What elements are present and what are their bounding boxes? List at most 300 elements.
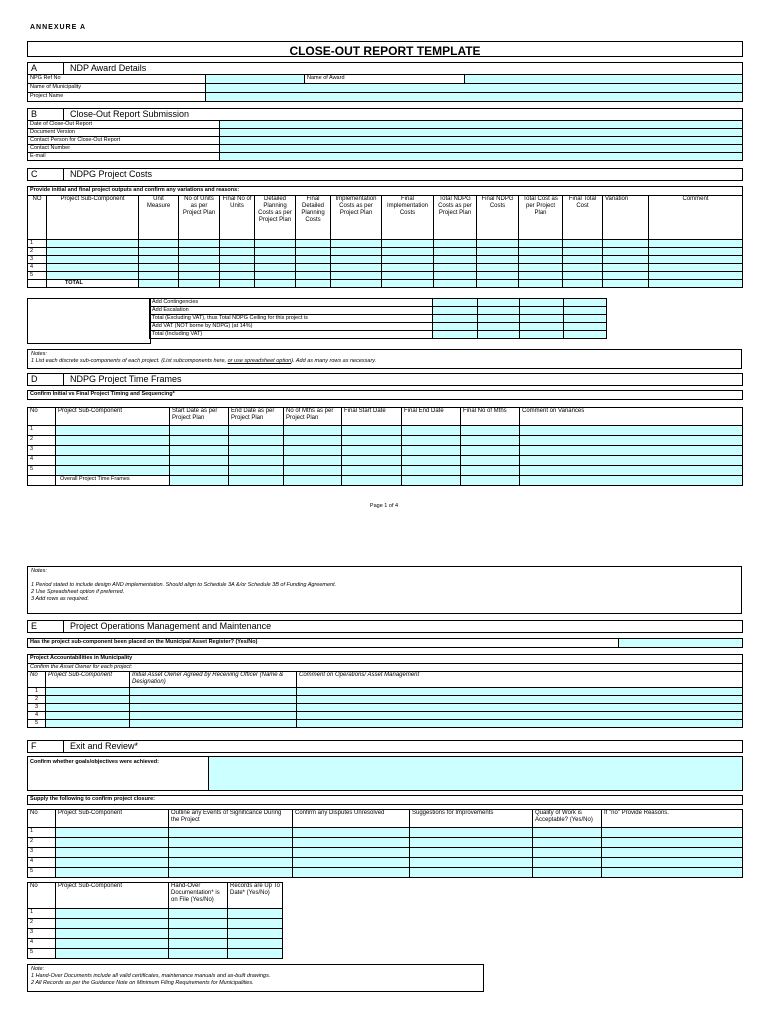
cell[interactable] [434,248,477,256]
cell[interactable] [433,315,478,323]
section-title: NDPG Project Time Frames [70,374,182,384]
b-row-input[interactable] [220,153,743,161]
cell[interactable] [434,272,477,280]
cell[interactable] [179,248,220,256]
b-row-input[interactable] [220,145,743,153]
cell[interactable] [520,446,743,456]
cell[interactable] [220,248,255,256]
note-line: 1 Hand-Over Documents include all valid certificates, maintenance manuals and as-built drawings. [31,973,271,979]
cell[interactable] [284,466,342,476]
cell[interactable] [602,838,743,848]
section-c-header [27,168,743,181]
cell[interactable] [296,256,331,264]
col-header: No [28,408,56,426]
cell[interactable] [56,949,169,959]
cell[interactable] [402,436,461,446]
notes-title: Notes: [31,568,47,574]
cell[interactable] [603,280,649,288]
cell[interactable] [56,446,170,456]
row-number: 1 [28,688,46,696]
cell[interactable] [649,248,743,256]
col-header: Unit Measure [139,196,179,240]
row-number: 2 [28,696,46,704]
cell[interactable] [533,828,602,838]
row-number: 1 [28,828,56,838]
asset-answer[interactable] [619,639,743,648]
cell[interactable] [478,299,520,307]
cell[interactable] [229,456,284,466]
title-box [27,41,743,57]
cell [28,280,47,288]
cell[interactable] [139,240,179,248]
cell[interactable] [284,446,342,456]
cell[interactable] [130,720,297,728]
cell[interactable] [478,323,520,331]
cell[interactable] [56,436,170,446]
add-label: Total (Excluding VAT), thus Total NDPG Ceiling for this project is [150,315,433,323]
cell[interactable] [461,466,520,476]
cell[interactable] [139,272,179,280]
row-number: 2 [28,919,56,929]
ref-input[interactable] [206,75,305,84]
accountabilities-label: Project Accountabilities in Municipality [27,654,743,664]
cell[interactable] [169,939,228,949]
cell[interactable] [342,476,402,486]
cell[interactable] [46,696,130,704]
cell[interactable] [477,272,519,280]
asset-question: Has the project sub-component been placed on the Municipal Asset Register? (Yes/No) [28,639,619,648]
cell[interactable] [56,426,170,436]
cell[interactable] [520,426,743,436]
cell[interactable] [56,456,170,466]
cell[interactable] [410,868,533,878]
cell[interactable] [477,248,519,256]
cell[interactable] [563,256,603,264]
cost-table [27,195,743,288]
cell[interactable] [220,264,255,272]
cell[interactable] [519,280,563,288]
row-number: 2 [28,436,56,446]
col-header: No [28,672,46,688]
cell[interactable] [255,272,296,280]
b-row-input[interactable] [220,129,743,137]
cell[interactable] [56,919,169,929]
cell[interactable] [331,240,382,248]
cell[interactable] [293,838,410,848]
cell[interactable] [169,909,228,919]
cell[interactable] [520,307,564,315]
row-number: 5 [28,720,46,728]
cell[interactable] [130,704,297,712]
col-header: Variation [603,196,649,240]
cell[interactable] [47,264,139,272]
cell[interactable] [382,272,434,280]
cell[interactable] [603,240,649,248]
cell[interactable] [520,299,564,307]
cell[interactable] [533,838,602,848]
cell[interactable] [179,280,220,288]
cell[interactable] [228,939,283,949]
cell[interactable] [297,704,743,712]
cell[interactable] [402,426,461,436]
cell[interactable] [179,272,220,280]
b-row-label: Date of Close-Out Report [28,121,220,129]
cell[interactable] [46,712,130,720]
cell[interactable] [179,256,220,264]
cell[interactable] [220,280,255,288]
cell[interactable] [564,307,607,315]
cell[interactable] [331,264,382,272]
row-number: 4 [28,264,47,272]
cell[interactable] [603,256,649,264]
cell[interactable] [603,248,649,256]
cell[interactable] [602,858,743,868]
cell[interactable] [461,436,520,446]
col-header: Confirm any Disputes Unresolved [293,810,410,828]
cell[interactable] [520,331,564,339]
cell[interactable] [410,848,533,858]
cell[interactable] [56,838,169,848]
row-number: 2 [28,248,47,256]
cell[interactable] [170,426,229,436]
cell[interactable] [649,240,743,248]
cell [28,476,56,486]
cell[interactable] [293,848,410,858]
cell[interactable] [461,476,520,486]
cell[interactable] [382,240,434,248]
cell[interactable] [478,307,520,315]
col-header: Final No of Units [220,196,255,240]
cell[interactable] [255,248,296,256]
overall-label: Overall Project Time Frames [56,476,170,486]
section-letter: E [28,621,64,632]
cell[interactable] [46,720,130,728]
cell[interactable] [179,264,220,272]
cell[interactable] [170,476,229,486]
col-header: Project Sub-Component [46,672,130,688]
col-header: Hand-Over Documentation* is on File (Yes/No) [169,883,228,909]
cell[interactable] [477,256,519,264]
section-letter: F [28,741,64,752]
cell[interactable] [169,929,228,939]
cell[interactable] [382,256,434,264]
cell[interactable] [255,280,296,288]
cell[interactable] [477,264,519,272]
cell[interactable] [56,929,169,939]
note-text: 1 List each discrete sub-components of each project. (List subcomponents here, [31,358,228,364]
cell[interactable] [519,240,563,248]
note-link[interactable]: or use spreadsheet option [227,358,292,364]
notes-d [27,566,742,614]
cell[interactable] [169,868,293,878]
col-header: No [28,883,56,909]
cell[interactable] [130,696,297,704]
cell[interactable] [434,280,477,288]
cell[interactable] [139,248,179,256]
cell[interactable] [56,868,169,878]
cell[interactable] [296,280,331,288]
cell[interactable] [602,848,743,858]
cell[interactable] [139,256,179,264]
b-row-label: Document Version [28,129,220,137]
cell[interactable] [331,256,382,264]
cell[interactable] [220,240,255,248]
cell[interactable] [433,323,478,331]
cell[interactable] [169,919,228,929]
cell[interactable] [520,456,743,466]
cell[interactable] [519,256,563,264]
section-letter: A [28,63,64,74]
cell[interactable] [410,838,533,848]
note-text: ). Add as many rows as necessary. [291,358,377,364]
cell[interactable] [228,929,283,939]
muni-input[interactable] [206,84,743,93]
cell[interactable] [255,240,296,248]
page-number: Page 1 of 4 [369,503,399,509]
cell[interactable] [410,858,533,868]
cell[interactable] [46,688,130,696]
notes-title: Notes: [31,351,47,357]
cell[interactable] [382,280,434,288]
col-header: Project Sub-Component [47,196,139,240]
col-header: Final No of Mths [461,408,520,426]
section-letter: C [28,169,64,180]
confirm-owner: Confirm the Asset Owner for each project: [28,664,743,672]
cell[interactable] [331,280,382,288]
cell[interactable] [229,426,284,436]
cell[interactable] [297,688,743,696]
cell[interactable] [520,466,743,476]
note-line: 3 Add rows as required. [31,596,89,602]
row-number: 5 [28,868,56,878]
col-header: No [28,810,56,828]
cell[interactable] [520,315,564,323]
b-row-input[interactable] [220,121,743,129]
cell[interactable] [56,939,169,949]
cell[interactable] [228,949,283,959]
col-header: Total NDPG Costs as per Project Plan [434,196,477,240]
col-header: Project Sub-Component [56,883,169,909]
cell[interactable] [602,868,743,878]
cell[interactable] [533,858,602,868]
cell[interactable] [228,909,283,919]
cell[interactable] [46,704,130,712]
row-number: 1 [28,240,47,248]
section-title: Exit and Review* [70,741,139,751]
col-header: Final Detailed Planning Costs [296,196,331,240]
col-header: Total Cost as per Project Plan [519,196,563,240]
cell[interactable] [228,919,283,929]
cell[interactable] [519,264,563,272]
col-header: Final Implementation Costs [382,196,434,240]
row-number: 3 [28,256,47,264]
cell[interactable] [56,466,170,476]
cell[interactable] [342,466,402,476]
cell[interactable] [169,828,293,838]
cell[interactable] [342,436,402,446]
cell[interactable] [402,446,461,456]
cell[interactable] [433,299,478,307]
goals-input[interactable] [209,757,743,791]
cell[interactable] [139,280,179,288]
cell[interactable] [434,256,477,264]
cell[interactable] [130,712,297,720]
cell[interactable] [331,248,382,256]
cell[interactable] [331,272,382,280]
cell[interactable] [602,828,743,838]
cell[interactable] [170,436,229,446]
cell[interactable] [169,949,228,959]
cell[interactable] [477,280,519,288]
col-header: Comment on Variances [520,408,743,426]
cell[interactable] [56,909,169,919]
note-line: 1 Period stated to include design AND implementation. Should align to Schedule 3A &/or Schedule 3B of Funding Agreement. [31,582,337,588]
cell[interactable] [563,248,603,256]
cell[interactable] [139,264,179,272]
cell[interactable] [297,696,743,704]
cell[interactable] [297,712,743,720]
cell[interactable] [563,264,603,272]
cell[interactable] [520,476,743,486]
cell[interactable] [293,858,410,868]
cell[interactable] [563,272,603,280]
cell[interactable] [293,828,410,838]
page-title: CLOSE-OUT REPORT TEMPLATE [289,44,481,58]
cell[interactable] [296,272,331,280]
row-number: 5 [28,949,56,959]
cell[interactable] [169,848,293,858]
col-header: Final Start Date [342,408,402,426]
cell[interactable] [342,456,402,466]
cell[interactable] [170,446,229,456]
cell[interactable] [170,456,229,466]
note-line: 2 All Records as per the Guidance Note on Minimum Filing Requirements for Municipalities. [31,980,254,986]
cell[interactable] [402,456,461,466]
cell[interactable] [564,299,607,307]
col-header: Quality of Work is Acceptable? (Yes/No) [533,810,602,828]
row-number: 5 [28,272,47,280]
cell[interactable] [255,256,296,264]
cell[interactable] [229,466,284,476]
cell[interactable] [649,264,743,272]
cell[interactable] [564,331,607,339]
cell[interactable] [56,858,169,868]
cell[interactable] [520,436,743,446]
cell[interactable] [47,256,139,264]
cell[interactable] [520,323,564,331]
cell[interactable] [402,466,461,476]
cell[interactable] [169,838,293,848]
add-label: Total (Including VAT) [150,331,433,339]
cell[interactable] [297,720,743,728]
cell[interactable] [563,240,603,248]
cell[interactable] [170,466,229,476]
cell[interactable] [293,868,410,878]
proj-input[interactable] [206,93,743,102]
cell[interactable] [603,272,649,280]
cell[interactable] [382,248,434,256]
cell[interactable] [533,848,602,858]
cell[interactable] [47,240,139,248]
cell[interactable] [410,828,533,838]
section-title: Project Operations Management and Maintenance [70,621,272,631]
cell[interactable] [284,456,342,466]
section-title: NDP Award Details [70,63,147,73]
cell[interactable] [47,248,139,256]
cell[interactable] [649,256,743,264]
cell[interactable] [229,476,284,486]
cell[interactable] [296,264,331,272]
cell[interactable] [284,426,342,436]
cell[interactable] [47,272,139,280]
col-header: Start Date as per Project Plan [170,408,229,426]
row-number: 4 [28,939,56,949]
cell[interactable] [603,264,649,272]
cell[interactable] [533,868,602,878]
cell[interactable] [461,426,520,436]
row-number: 3 [28,704,46,712]
notes-title: Note: [31,966,45,972]
cell[interactable] [169,858,293,868]
cell[interactable] [220,272,255,280]
cell[interactable] [382,264,434,272]
cell[interactable] [342,426,402,436]
section-d-header [27,373,743,386]
asset-register-table [27,638,743,648]
cell[interactable] [56,828,169,838]
cell[interactable] [477,240,519,248]
cell[interactable] [284,476,342,486]
cell[interactable] [284,436,342,446]
cell[interactable] [519,272,563,280]
cell[interactable] [649,280,743,288]
row-number: 3 [28,446,56,456]
cell[interactable] [220,256,255,264]
cell[interactable] [564,315,607,323]
cell[interactable] [296,248,331,256]
row-number: 2 [28,838,56,848]
b-row-input[interactable] [220,137,743,145]
cell[interactable] [564,323,607,331]
cell[interactable] [179,240,220,248]
cell[interactable] [342,446,402,456]
cell[interactable] [229,436,284,446]
cell[interactable] [649,272,743,280]
cell[interactable] [255,264,296,272]
cell[interactable] [402,476,461,486]
cell[interactable] [461,456,520,466]
adds-table [149,298,607,339]
award-input[interactable] [465,75,743,84]
cell[interactable] [433,307,478,315]
col-header: If "no" Provide Reasons. [602,810,743,828]
cell[interactable] [130,688,297,696]
cell[interactable] [434,264,477,272]
cell[interactable] [56,848,169,858]
add-label: Add VAT (NOT borne by NDPG) (at 14%) [150,323,433,331]
cell[interactable] [229,446,284,456]
cell[interactable] [461,446,520,456]
cell[interactable] [296,240,331,248]
cell[interactable] [433,331,478,339]
cell[interactable] [563,280,603,288]
cell[interactable] [519,248,563,256]
section-e-header [27,620,743,633]
cell[interactable] [434,240,477,248]
cell[interactable] [478,331,520,339]
cell[interactable] [478,315,520,323]
row-number: 4 [28,712,46,720]
